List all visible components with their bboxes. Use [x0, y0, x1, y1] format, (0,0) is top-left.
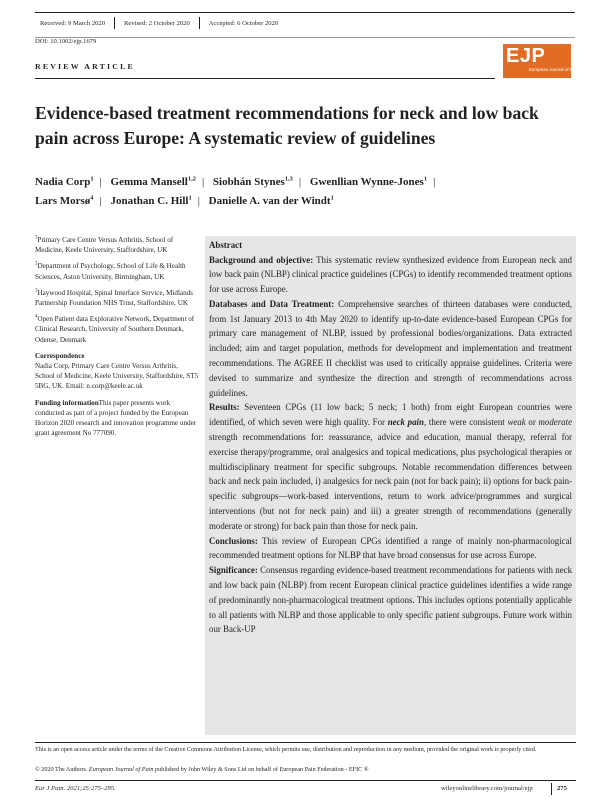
author[interactable]: Jonathan C. Hill$^1$	[110, 194, 192, 207]
affiliation: $^4$Open Patient data Explorative Network, Department of Clinical Research, University of Southern Denmark, Odense, Denmark	[35, 314, 195, 344]
footer-rule	[35, 780, 576, 781]
author[interactable]: Gwenllian Wynne-Jones$^1$	[309, 175, 428, 188]
section-label: REVIEW ARTICLE	[35, 62, 135, 71]
journal-logo-text: EJP	[506, 45, 546, 67]
journal-website-link[interactable]: wileyonlinelibrary.com/journal/ejp	[441, 785, 533, 792]
funding-text: This paper presents work conducted as part of a project funded by the European Horizon 2020 research and innovation programme under grant agreement No 777090.	[35, 398, 197, 438]
funding-info	[35, 398, 199, 439]
abstract-databases: Databases and Data Treatment: Comprehensive searches of thirteen databases were conducted, from 1st January 2013 to 4th May 2020 to identify up-to-date evidence-based European CPGs for primary care management of NLBP, issued by professional bodies/organizations. Data extracted included; aim and target population, methods for development and implementation and treatment recommendations. The AGREE II checklist was used to critically appraise guidelines. Criteria were devised to summarize and synthesize the direction and strength of recommendations across guidelines.	[209, 298, 573, 398]
author[interactable]: Gemma Mansell$^{1,2}$	[110, 175, 196, 188]
author[interactable]: Danielle A. van der Windt$^1$	[208, 194, 334, 207]
abstract-background: Background and objective: This systematic review synthesized evidence from European neck and low back pain (NLBP) clinical practice guidelines (CPGs) to identify recommended treatment options for use across Europe.	[209, 254, 572, 295]
affiliations-column	[35, 235, 199, 444]
abstract-significance: Significance: Consensus regarding evidence-based treatment recommendations for patients with neck and low back pain (NLBP) from recent European clinical practice guidelines identifies a wide range of predominantly non-pharmacological treatment options. This includes options potentially applicable to all patients with NLBP and those applicable to only specific patient subgroups. Future work within our Back-UP	[209, 565, 573, 635]
revised-date: Revised: 2 October 2020	[124, 20, 190, 27]
license-note: This is an open access article under the terms of the Creative Commons Attribution License, which permits use, distribution and reproduction in any medium, provided the original work is properly cited.	[35, 746, 537, 753]
divider	[114, 17, 115, 29]
author[interactable]: Nadia Corp$^1$	[35, 175, 94, 188]
doi[interactable]: DOI: 10.1002/ejp.1679	[35, 38, 97, 45]
page-number: 275	[557, 785, 567, 792]
journal-citation: Eur J Pain. 2021;25:275–295.	[35, 785, 116, 792]
funding-heading: Funding information	[35, 398, 99, 407]
author[interactable]: Lars Morsø$^4$	[35, 194, 94, 207]
accepted-date: Accepted: 6 October 2020	[208, 20, 279, 27]
correspondence-text: Nadia Corp, Primary Care Centre Versus Arthritis, School of Medicine, Keele University, Staffordshire, ST5 5BG, UK. Email: n.corp@keele.ac.uk	[35, 362, 199, 391]
divider	[199, 17, 200, 29]
correspondence-heading: Correspondence	[35, 351, 85, 360]
journal-logo-subtext: European Journal of Pain	[529, 67, 579, 72]
footnote-rule	[35, 742, 576, 743]
received-date: Received: 9 March 2020	[40, 20, 106, 27]
article-title: Evidence-based treatment recommendations for neck and low back pain across Europe: A systematic review of guidelines	[35, 103, 539, 148]
abstract-heading: Abstract	[209, 240, 243, 250]
affiliation: $^3$Haywood Hospital, Spinal Interface Service, Midlands Partnership Foundation NHS Trust, Staffordshire, UK	[35, 288, 193, 308]
article-dates	[35, 12, 575, 38]
abstract-box	[205, 236, 576, 735]
abstract-results: Results: Seventeen CPGs (11 low back; 5 neck; 1 both) from eight European countries were identified, of which seven were high quality. For neck pain, there were consistent weak or moderate strength recommendations for: reassurance, advice and education, manual therapy, referral for exercise therapy/programme, oral analgesics and topical medications, plus psychological therapies or multidisciplinary treatment for specific subgroups. Notable recommendation differences between back and neck pain included, i) analgesics for neck pain (not for back pain); ii) options for back pain-specific subgroups—work-based interventions, return to work advice/programmes and surgical interventions (but not for neck pain) and iii) a greater strength of recommendations (generally moderate or strong) for back pain than those for neck pain.	[209, 402, 573, 531]
abstract-conclusions: Conclusions: This review of European CPGs identified a range of mainly non-pharmacological recommended treatment options for NLBP that have broad consensus for use across Europe.	[209, 535, 572, 561]
author[interactable]: Siobhán Stynes$^{1,3}$	[212, 175, 293, 188]
affiliation: $^2$Department of Psychology, School of Life & Health Sciences, Aston University, Birmingham, UK	[35, 262, 186, 281]
affiliation: $^1$Primary Care Centre Versus Arthritis, School of Medicine, Keele University, Staffordshire, UK	[35, 235, 174, 255]
journal-logo	[503, 44, 579, 78]
divider	[551, 783, 552, 795]
header-rule	[35, 78, 495, 79]
copyright-note: © 2020 The Authors. European Journal of Pain published by John Wiley & Sons Ltd on behalf of European Pain Federation - EFIC ®	[35, 766, 369, 773]
author-list: Nadia Corp$^1$ | Gemma Mansell$^{1,2}$ | Siobhán Stynes$^{1,3}$ | Gwenllian Wynne-Jones$^1$ | Lars Morsø$^4$ | Jonathan C. Hill$^1$ | Danielle A. van der Windt$^1$	[35, 175, 436, 207]
